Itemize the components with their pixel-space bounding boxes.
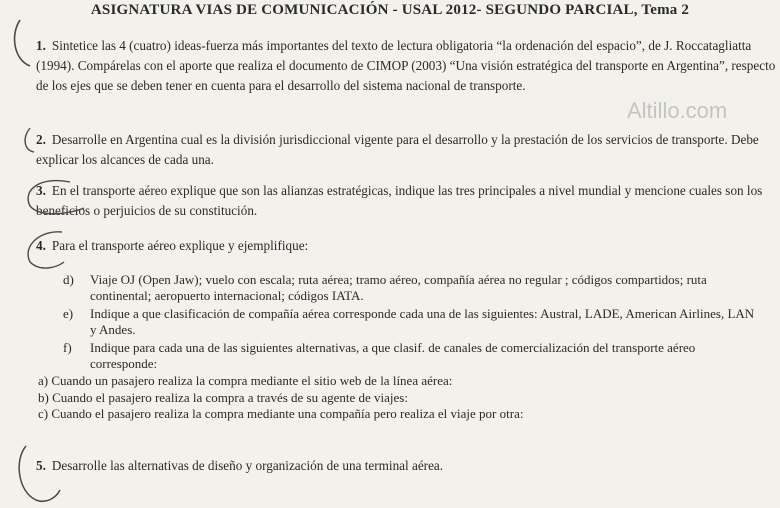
question-number: 2.	[36, 132, 46, 147]
pen-circle-mark	[25, 128, 34, 152]
subitem-letter: e)	[63, 306, 74, 321]
pen-circle-mark	[15, 20, 30, 66]
question-text: Desarrolle en Argentina cual es la división jurisdiccional vigente para el desarrollo y la prestación de los servicios de transporte. Debe explicar los alcances de cada una.	[36, 132, 759, 167]
question-5	[36, 456, 776, 476]
subitem-f	[63, 340, 763, 372]
question-1	[36, 36, 776, 96]
subitem-text: Indique para cada una de las siguientes alternativas, a que clasif. de canales de comercialización del transporte aéreo corresponde:	[90, 340, 696, 371]
question-text: En el transporte aéreo explique que son las alianzas estratégicas, indique las tres principales a nivel mundial y mencione cuales son los beneficios o perjuicios de su constitución.	[36, 183, 763, 218]
question-3	[36, 181, 776, 221]
question-4	[36, 236, 776, 256]
question-2	[36, 130, 776, 170]
subitem-text: Indique a que clasificación de compañía aérea corresponde cada una de las siguientes: Austral, LADE, American Airlines, LAN y Andes.	[90, 306, 755, 337]
question-text: Desarrolle las alternativas de diseño y organización de una terminal aérea.	[51, 458, 444, 473]
page-title: ASIGNATURA VIAS DE COMUNICACIÓN - USAL 2012- SEGUNDO PARCIAL, Tema 2	[90, 2, 690, 18]
question-number: 1.	[36, 38, 46, 53]
alternative-a: a) Cuando un pasajero realiza la compra mediante el sitio web de la línea aérea:	[38, 373, 453, 388]
subitem-e	[63, 306, 763, 338]
subitem-text: Viaje OJ (Open Jaw); vuelo con escala; ruta aérea; tramo aéreo, compañía aérea no regular ; códigos compartidos; ruta continental; aeropuerto internacional; códigos IATA.	[90, 272, 707, 303]
subitem-letter: f)	[63, 340, 72, 355]
watermark: Altillo.com	[627, 98, 728, 123]
question-text: Sintetice las 4 (cuatro) ideas-fuerza más importantes del texto de lectura obligatoria “la ordenación del espacio”, de J. Roccatagliatta (1994). Compárelas con el aporte que realiza el documento de CIMOP (2003) “Una visión estratégica del transporte en Argentina”, respecto de los ejes que se deben tener en cuenta para el desarrollo del sistema nacional de transporte.	[36, 38, 776, 93]
subitem-d	[63, 272, 763, 304]
question-number: 5.	[36, 458, 46, 473]
question-text: Para el transporte aéreo explique y ejemplifique:	[51, 238, 309, 253]
question-number: 3.	[36, 183, 46, 198]
alternative-b: b) Cuando el pasajero realiza la compra a través de su agente de viajes:	[38, 390, 408, 405]
subitem-letter: d)	[63, 272, 74, 287]
alternative-c: c) Cuando el pasajero realiza la compra mediante una compañía pero realiza el viaje por otra:	[38, 406, 524, 421]
question-number: 4.	[36, 238, 46, 253]
